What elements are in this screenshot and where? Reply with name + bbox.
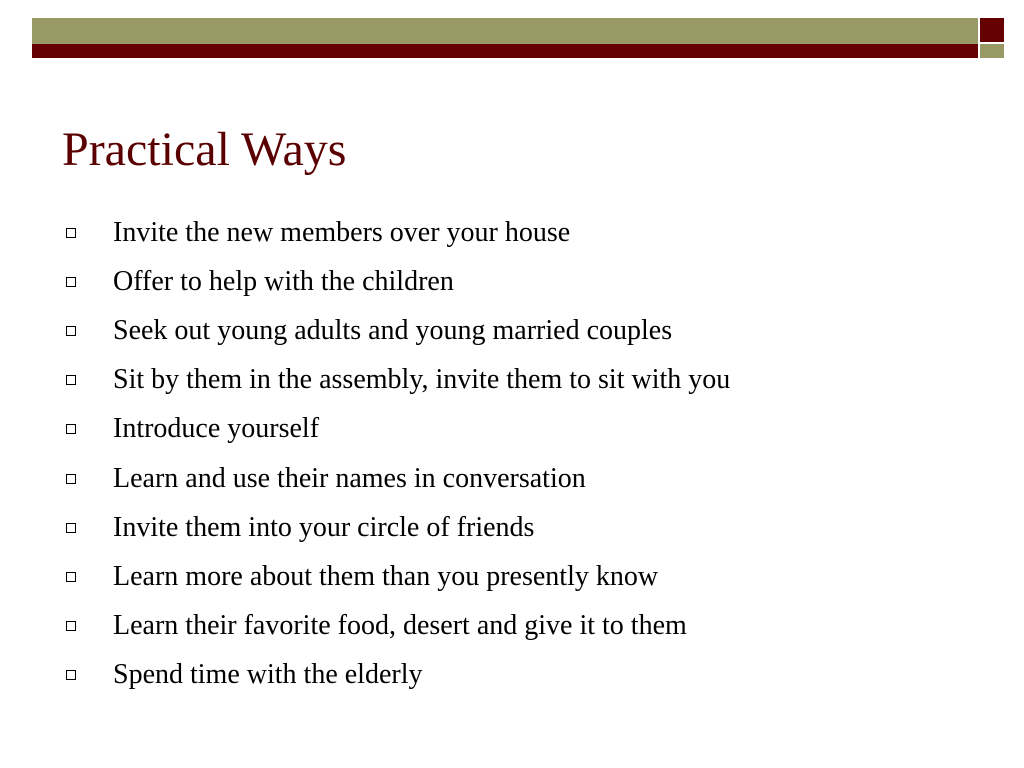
bullet-text: Learn more about them than you presently know: [113, 560, 659, 592]
header-maroon-band: [32, 44, 978, 58]
bullet-text: Learn and use their names in conversation: [113, 462, 586, 494]
hollow-square-icon: [66, 375, 76, 385]
bullet-item: [66, 503, 730, 552]
bullet-item: [66, 552, 730, 601]
hollow-square-icon: [66, 670, 76, 680]
hollow-square-icon: [66, 523, 76, 533]
header-olive-band: [32, 18, 978, 44]
bullet-text: Learn their favorite food, desert and give it to them: [113, 610, 687, 642]
bullet-item: [66, 306, 730, 355]
hollow-square-icon: [66, 474, 76, 484]
bullet-list: [66, 208, 730, 700]
hollow-square-icon: [66, 277, 76, 287]
bullet-text: Spend time with the elderly: [113, 659, 423, 691]
hollow-square-icon: [66, 228, 76, 238]
bullet-item: [66, 356, 730, 405]
bullet-item: [66, 405, 730, 454]
bullet-item: [66, 651, 730, 700]
hollow-square-icon: [66, 326, 76, 336]
bullet-text: Seek out young adults and young married couples: [113, 314, 673, 346]
hollow-square-icon: [66, 621, 76, 631]
hollow-square-icon: [66, 572, 76, 582]
bullet-item: [66, 257, 730, 306]
bullet-item: [66, 208, 730, 257]
bullet-text: Offer to help with the children: [113, 265, 454, 297]
bullet-text: Invite them into your circle of friends: [113, 511, 535, 543]
hollow-square-icon: [66, 424, 76, 434]
bullet-text: Sit by them in the assembly, invite them to sit with you: [113, 364, 731, 396]
header-corner-olive-square: [980, 44, 1004, 58]
header-corner-maroon-square: [980, 18, 1004, 42]
bullet-text: Introduce yourself: [113, 413, 320, 445]
slide-title: Practical Ways: [62, 123, 347, 176]
bullet-text: Invite the new members over your house: [113, 216, 571, 248]
bullet-item: [66, 602, 730, 651]
bullet-item: [66, 454, 730, 503]
